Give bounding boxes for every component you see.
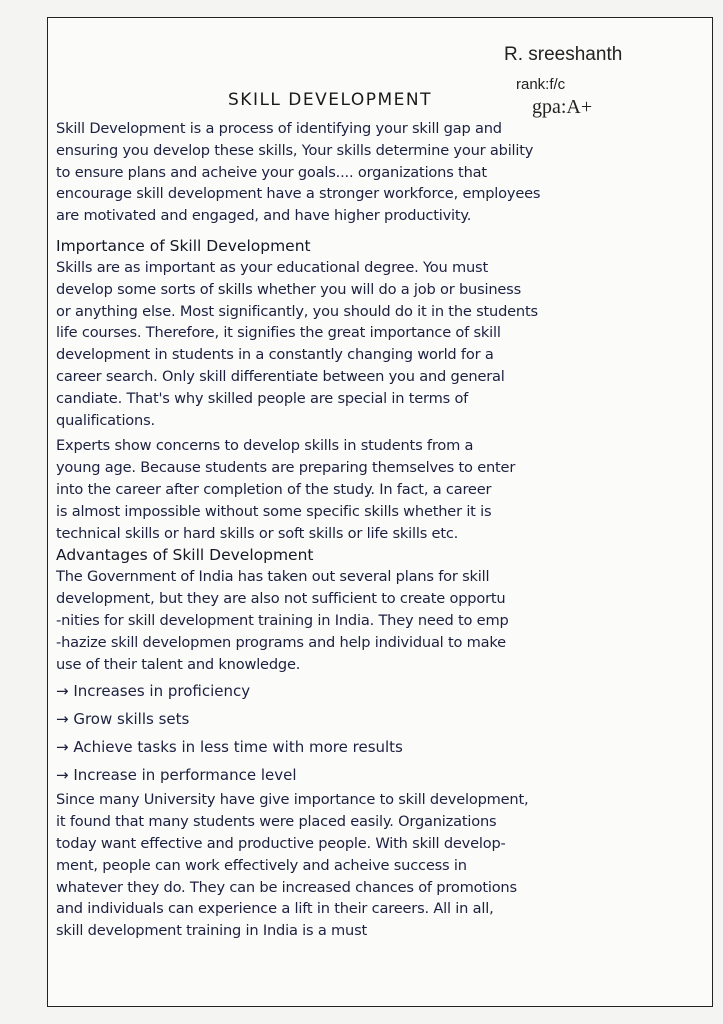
essay-body — [56, 118, 708, 942]
text-line: today want effective and productive people. With skill develop- — [56, 834, 506, 852]
text-line: -hazize skill developmen programs and help individual to make — [56, 633, 506, 651]
text-line: qualifications. — [56, 411, 155, 429]
text-line: Experts show concerns to develop skills in students from a — [56, 437, 474, 455]
list-item: → Grow skills sets — [56, 710, 190, 729]
text-line: The Government of India has taken out several plans for skill — [56, 568, 490, 586]
text-line: develop some sorts of skills whether you will do a job or business — [56, 280, 521, 298]
text-line: whatever they do. They can be increased chances of promotions — [56, 878, 517, 896]
intro-paragraph — [56, 118, 708, 227]
text-line: skill development training in India is a must — [56, 922, 368, 940]
text-line: is almost impossible without some specific skills whether it is — [56, 502, 492, 520]
importance-paragraph — [56, 257, 708, 431]
text-line: use of their talent and knowledge. — [56, 655, 301, 673]
experts-paragraph — [56, 435, 708, 544]
list-item: → Achieve tasks in less time with more results — [56, 738, 403, 757]
text-line: candiate. That's why skilled people are special in terms of — [56, 389, 469, 407]
text-line: -nities for skill development training in India. They need to emp — [56, 611, 509, 629]
text-line: it found that many students were placed easily. Organizations — [56, 813, 497, 831]
student-gpa: gpa:A+ — [532, 96, 593, 118]
text-line: young age. Because students are preparing themselves to enter — [56, 459, 516, 477]
text-line: ment, people can work effectively and acheive success in — [56, 856, 467, 874]
advantages-paragraph — [56, 566, 708, 675]
text-line: to ensure plans and acheive your goals.... organizations that — [56, 163, 487, 181]
text-line: Skills are as important as your educational degree. You must — [56, 258, 488, 276]
list-item: → Increase in performance level — [56, 766, 297, 785]
list-item: → Increases in proficiency — [56, 682, 251, 701]
text-line: are motivated and engaged, and have higher productivity. — [56, 207, 472, 225]
text-line: or anything else. Most significantly, you should do it in the students — [56, 302, 538, 320]
conclusion-paragraph — [56, 789, 708, 942]
text-line: life courses. Therefore, it signifies the great importance of skill — [56, 324, 501, 342]
text-line: ensuring you develop these skills, Your skills determine your ability — [56, 141, 534, 159]
text-line: development, but they are also not sufficient to create opportu — [56, 590, 506, 608]
page-title: SKILL DEVELOPMENT — [228, 90, 433, 110]
advantages-list — [56, 677, 708, 789]
text-line: technical skills or hard skills or soft skills or life skills etc. — [56, 524, 459, 542]
text-line: Since many University have give importance to skill development, — [56, 791, 529, 809]
text-line: encourage skill development have a stronger workforce, employees — [56, 185, 541, 203]
text-line: development in students in a constantly changing world for a — [56, 346, 494, 364]
text-line: into the career after completion of the study. In fact, a career — [56, 480, 492, 498]
text-line: career search. Only skill differentiate between you and general — [56, 367, 505, 385]
student-rank: rank:f/c — [516, 76, 566, 93]
advantages-heading: Advantages of Skill Development — [56, 546, 314, 565]
handwritten-page — [47, 17, 713, 1007]
importance-heading: Importance of Skill Development — [56, 236, 311, 255]
student-name: R. sreeshanth — [504, 44, 623, 65]
text-line: Skill Development is a process of identifying your skill gap and — [56, 120, 502, 137]
text-line: and individuals can experience a lift in their careers. All in all, — [56, 900, 494, 918]
